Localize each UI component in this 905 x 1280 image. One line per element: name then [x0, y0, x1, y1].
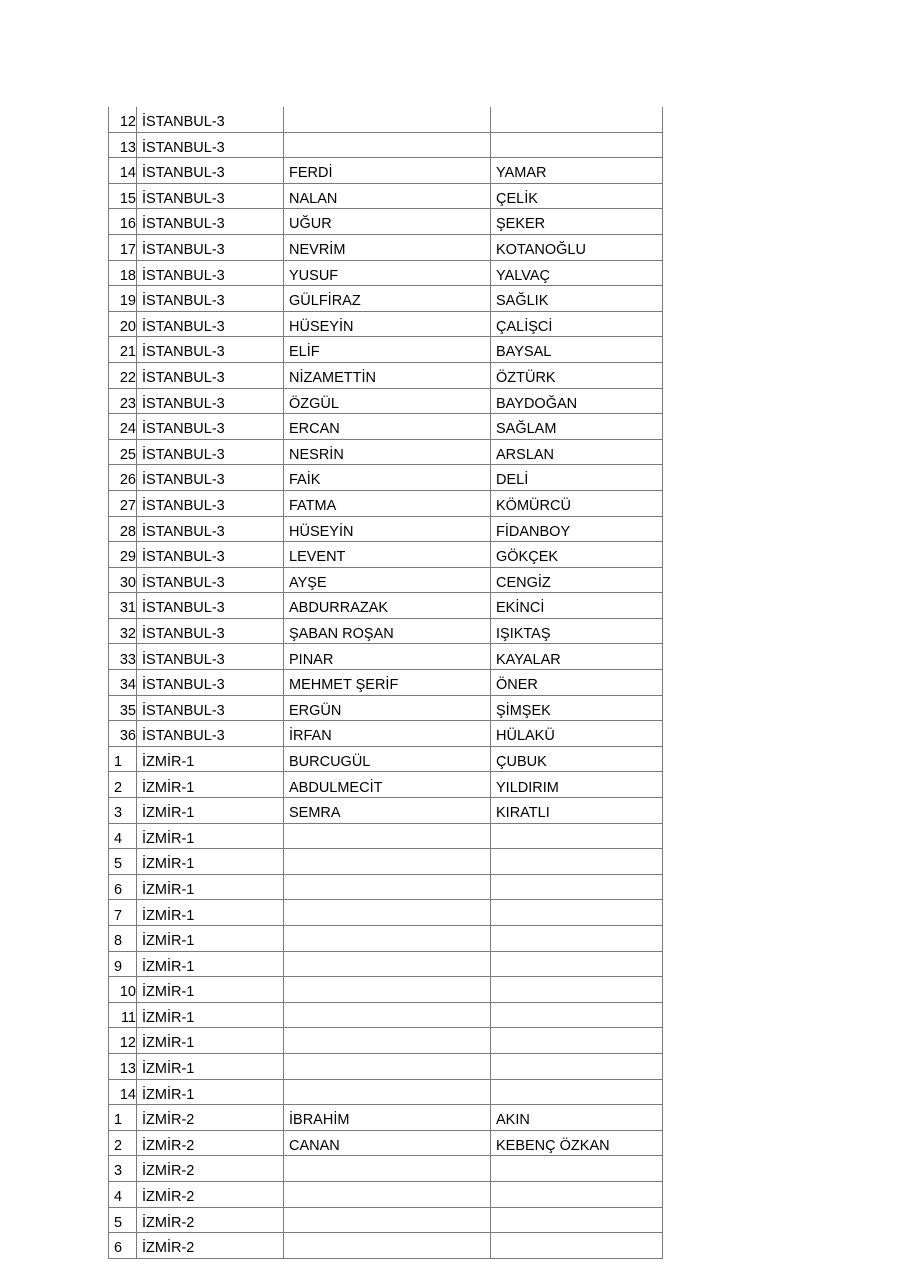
- cell-number: 23: [109, 388, 137, 414]
- cell-district: İZMİR-1: [137, 1002, 284, 1028]
- cell-first-name: [284, 1028, 491, 1054]
- cell-number: 20: [109, 311, 137, 337]
- cell-first-name: LEVENT: [284, 542, 491, 568]
- cell-district: İZMİR-1: [137, 823, 284, 849]
- cell-district: İSTANBUL-3: [137, 618, 284, 644]
- cell-first-name: HÜSEYİN: [284, 311, 491, 337]
- cell-district: İZMİR-2: [137, 1233, 284, 1259]
- cell-first-name: [284, 977, 491, 1003]
- cell-last-name: ÖZTÜRK: [491, 362, 663, 388]
- cell-district: İZMİR-2: [137, 1130, 284, 1156]
- cell-number: 7: [109, 900, 137, 926]
- cell-district: İSTANBUL-3: [137, 286, 284, 312]
- table-row: [109, 951, 663, 977]
- cell-district: İSTANBUL-3: [137, 388, 284, 414]
- table-row: [109, 721, 663, 747]
- cell-district: İZMİR-2: [137, 1207, 284, 1233]
- cell-number: 4: [109, 1181, 137, 1207]
- cell-district: İSTANBUL-3: [137, 721, 284, 747]
- cell-first-name: İRFAN: [284, 721, 491, 747]
- table-row: [109, 337, 663, 363]
- table-row: [109, 414, 663, 440]
- cell-first-name: ABDULMECİT: [284, 772, 491, 798]
- cell-last-name: ÇUBUK: [491, 746, 663, 772]
- cell-first-name: CANAN: [284, 1130, 491, 1156]
- cell-first-name: SEMRA: [284, 798, 491, 824]
- cell-district: İZMİR-1: [137, 849, 284, 875]
- cell-number: 3: [109, 1156, 137, 1182]
- cell-first-name: NALAN: [284, 183, 491, 209]
- cell-first-name: [284, 900, 491, 926]
- cell-last-name: DELİ: [491, 465, 663, 491]
- cell-first-name: [284, 849, 491, 875]
- cell-district: İZMİR-1: [137, 874, 284, 900]
- cell-first-name: PINAR: [284, 644, 491, 670]
- table-row: [109, 1233, 663, 1259]
- cell-district: İZMİR-1: [137, 746, 284, 772]
- cell-district: İZMİR-1: [137, 772, 284, 798]
- cell-district: İSTANBUL-3: [137, 260, 284, 286]
- cell-number: 12: [109, 107, 137, 132]
- cell-number: 30: [109, 567, 137, 593]
- cell-first-name: FERDİ: [284, 158, 491, 184]
- cell-number: 22: [109, 362, 137, 388]
- cell-district: İSTANBUL-3: [137, 490, 284, 516]
- table-row: [109, 772, 663, 798]
- cell-first-name: YUSUF: [284, 260, 491, 286]
- cell-number: 11: [109, 1002, 137, 1028]
- cell-last-name: ARSLAN: [491, 439, 663, 465]
- cell-number: 28: [109, 516, 137, 542]
- cell-number: 15: [109, 183, 137, 209]
- cell-first-name: ERCAN: [284, 414, 491, 440]
- cell-last-name: KEBENÇ ÖZKAN: [491, 1130, 663, 1156]
- table-row: [109, 1130, 663, 1156]
- cell-number: 27: [109, 490, 137, 516]
- cell-district: İSTANBUL-3: [137, 209, 284, 235]
- cell-first-name: MEHMET ŞERİF: [284, 670, 491, 696]
- cell-last-name: FİDANBOY: [491, 516, 663, 542]
- cell-last-name: ÇELİK: [491, 183, 663, 209]
- cell-district: İZMİR-1: [137, 1053, 284, 1079]
- cell-number: 1: [109, 1105, 137, 1131]
- cell-first-name: [284, 1002, 491, 1028]
- cell-last-name: ŞİMŞEK: [491, 695, 663, 721]
- cell-last-name: [491, 132, 663, 158]
- cell-first-name: GÜLFİRAZ: [284, 286, 491, 312]
- cell-first-name: ŞABAN ROŞAN: [284, 618, 491, 644]
- cell-first-name: [284, 951, 491, 977]
- cell-first-name: [284, 132, 491, 158]
- cell-district: İZMİR-1: [137, 1079, 284, 1105]
- cell-last-name: GÖKÇEK: [491, 542, 663, 568]
- table-row: [109, 1028, 663, 1054]
- cell-district: İSTANBUL-3: [137, 644, 284, 670]
- cell-first-name: HÜSEYİN: [284, 516, 491, 542]
- cell-district: İSTANBUL-3: [137, 234, 284, 260]
- cell-district: İZMİR-1: [137, 951, 284, 977]
- table-row: [109, 1207, 663, 1233]
- cell-number: 33: [109, 644, 137, 670]
- table-row: [109, 1079, 663, 1105]
- cell-first-name: [284, 1156, 491, 1182]
- table-row: [109, 362, 663, 388]
- table-row: [109, 1053, 663, 1079]
- cell-last-name: [491, 1028, 663, 1054]
- cell-first-name: [284, 1207, 491, 1233]
- table-row: [109, 209, 663, 235]
- cell-first-name: NESRİN: [284, 439, 491, 465]
- cell-district: İSTANBUL-3: [137, 465, 284, 491]
- cell-last-name: HÜLAKÜ: [491, 721, 663, 747]
- table-row: [109, 695, 663, 721]
- cell-last-name: [491, 1181, 663, 1207]
- cell-number: 36: [109, 721, 137, 747]
- table-row: [109, 746, 663, 772]
- cell-district: İSTANBUL-3: [137, 439, 284, 465]
- cell-number: 2: [109, 772, 137, 798]
- cell-last-name: [491, 900, 663, 926]
- cell-district: İSTANBUL-3: [137, 158, 284, 184]
- cell-district: İZMİR-1: [137, 977, 284, 1003]
- cell-first-name: ÖZGÜL: [284, 388, 491, 414]
- table-row: [109, 542, 663, 568]
- cell-district: İSTANBUL-3: [137, 183, 284, 209]
- cell-number: 6: [109, 874, 137, 900]
- cell-first-name: [284, 874, 491, 900]
- cell-first-name: ELİF: [284, 337, 491, 363]
- cell-number: 34: [109, 670, 137, 696]
- cell-first-name: İBRAHİM: [284, 1105, 491, 1131]
- cell-number: 6: [109, 1233, 137, 1259]
- cell-number: 26: [109, 465, 137, 491]
- cell-district: İZMİR-1: [137, 926, 284, 952]
- cell-district: İZMİR-1: [137, 798, 284, 824]
- table-body: [109, 107, 663, 1258]
- cell-last-name: [491, 1053, 663, 1079]
- cell-number: 35: [109, 695, 137, 721]
- cell-district: İZMİR-2: [137, 1105, 284, 1131]
- cell-first-name: [284, 1181, 491, 1207]
- cell-number: 24: [109, 414, 137, 440]
- cell-last-name: KÖMÜRCÜ: [491, 490, 663, 516]
- table-row: [109, 158, 663, 184]
- table-row: [109, 849, 663, 875]
- table-row: [109, 183, 663, 209]
- cell-number: 21: [109, 337, 137, 363]
- table-row: [109, 465, 663, 491]
- table-row: [109, 490, 663, 516]
- cell-last-name: AKIN: [491, 1105, 663, 1131]
- cell-first-name: FAİK: [284, 465, 491, 491]
- cell-district: İSTANBUL-3: [137, 414, 284, 440]
- cell-district: İZMİR-1: [137, 900, 284, 926]
- table-row: [109, 107, 663, 132]
- table-row: [109, 439, 663, 465]
- cell-first-name: NEVRİM: [284, 234, 491, 260]
- cell-last-name: [491, 1207, 663, 1233]
- cell-district: İSTANBUL-3: [137, 695, 284, 721]
- candidate-table: [108, 107, 663, 1259]
- cell-number: 25: [109, 439, 137, 465]
- table-row: [109, 670, 663, 696]
- table-row: [109, 798, 663, 824]
- cell-number: 32: [109, 618, 137, 644]
- cell-district: İSTANBUL-3: [137, 132, 284, 158]
- cell-district: İSTANBUL-3: [137, 516, 284, 542]
- cell-last-name: IŞIKTAŞ: [491, 618, 663, 644]
- cell-first-name: [284, 1053, 491, 1079]
- cell-number: 31: [109, 593, 137, 619]
- cell-number: 17: [109, 234, 137, 260]
- cell-number: 2: [109, 1130, 137, 1156]
- table-row: [109, 260, 663, 286]
- cell-first-name: FATMA: [284, 490, 491, 516]
- cell-number: 9: [109, 951, 137, 977]
- cell-last-name: ÇALİŞCİ: [491, 311, 663, 337]
- table-row: [109, 1181, 663, 1207]
- cell-last-name: KIRATLI: [491, 798, 663, 824]
- cell-first-name: ERGÜN: [284, 695, 491, 721]
- cell-number: 13: [109, 132, 137, 158]
- table-row: [109, 644, 663, 670]
- cell-last-name: [491, 977, 663, 1003]
- table-row: [109, 1105, 663, 1131]
- cell-district: İSTANBUL-3: [137, 542, 284, 568]
- cell-last-name: YALVAÇ: [491, 260, 663, 286]
- table-row: [109, 823, 663, 849]
- cell-last-name: BAYSAL: [491, 337, 663, 363]
- cell-last-name: YILDIRIM: [491, 772, 663, 798]
- cell-first-name: [284, 823, 491, 849]
- table-row: [109, 977, 663, 1003]
- cell-district: İSTANBUL-3: [137, 567, 284, 593]
- cell-district: İZMİR-2: [137, 1156, 284, 1182]
- cell-number: 8: [109, 926, 137, 952]
- cell-last-name: EKİNCİ: [491, 593, 663, 619]
- cell-last-name: BAYDOĞAN: [491, 388, 663, 414]
- cell-number: 5: [109, 1207, 137, 1233]
- cell-first-name: [284, 926, 491, 952]
- cell-last-name: ŞEKER: [491, 209, 663, 235]
- cell-last-name: [491, 1156, 663, 1182]
- cell-last-name: SAĞLAM: [491, 414, 663, 440]
- cell-first-name: [284, 1233, 491, 1259]
- cell-last-name: SAĞLIK: [491, 286, 663, 312]
- cell-first-name: NİZAMETTİN: [284, 362, 491, 388]
- cell-district: İSTANBUL-3: [137, 593, 284, 619]
- cell-district: İSTANBUL-3: [137, 311, 284, 337]
- cell-district: İSTANBUL-3: [137, 107, 284, 132]
- cell-number: 10: [109, 977, 137, 1003]
- cell-district: İSTANBUL-3: [137, 670, 284, 696]
- table-row: [109, 618, 663, 644]
- cell-number: 13: [109, 1053, 137, 1079]
- cell-last-name: [491, 107, 663, 132]
- table-row: [109, 311, 663, 337]
- cell-district: İZMİR-2: [137, 1181, 284, 1207]
- table-row: [109, 1156, 663, 1182]
- table-row: [109, 388, 663, 414]
- cell-number: 18: [109, 260, 137, 286]
- table-row: [109, 286, 663, 312]
- table-row: [109, 926, 663, 952]
- cell-last-name: [491, 849, 663, 875]
- cell-last-name: [491, 1233, 663, 1259]
- cell-last-name: KAYALAR: [491, 644, 663, 670]
- table-row: [109, 874, 663, 900]
- cell-last-name: CENGİZ: [491, 567, 663, 593]
- table-row: [109, 593, 663, 619]
- cell-last-name: [491, 951, 663, 977]
- cell-first-name: [284, 107, 491, 132]
- cell-district: İSTANBUL-3: [137, 362, 284, 388]
- cell-first-name: UĞUR: [284, 209, 491, 235]
- table-row: [109, 132, 663, 158]
- cell-last-name: YAMAR: [491, 158, 663, 184]
- table-row: [109, 516, 663, 542]
- cell-number: 5: [109, 849, 137, 875]
- cell-number: 14: [109, 158, 137, 184]
- cell-last-name: [491, 823, 663, 849]
- cell-last-name: KOTANOĞLU: [491, 234, 663, 260]
- cell-first-name: ABDURRAZAK: [284, 593, 491, 619]
- cell-number: 12: [109, 1028, 137, 1054]
- cell-district: İSTANBUL-3: [137, 337, 284, 363]
- cell-first-name: AYŞE: [284, 567, 491, 593]
- table-row: [109, 900, 663, 926]
- cell-district: İZMİR-1: [137, 1028, 284, 1054]
- cell-last-name: [491, 926, 663, 952]
- cell-first-name: [284, 1079, 491, 1105]
- table-row: [109, 1002, 663, 1028]
- table-row: [109, 567, 663, 593]
- table-row: [109, 234, 663, 260]
- cell-last-name: [491, 1002, 663, 1028]
- cell-number: 4: [109, 823, 137, 849]
- cell-first-name: BURCUGÜL: [284, 746, 491, 772]
- cell-number: 14: [109, 1079, 137, 1105]
- cell-number: 3: [109, 798, 137, 824]
- cell-number: 1: [109, 746, 137, 772]
- cell-last-name: [491, 1079, 663, 1105]
- cell-last-name: ÖNER: [491, 670, 663, 696]
- cell-number: 19: [109, 286, 137, 312]
- cell-number: 16: [109, 209, 137, 235]
- cell-last-name: [491, 874, 663, 900]
- cell-number: 29: [109, 542, 137, 568]
